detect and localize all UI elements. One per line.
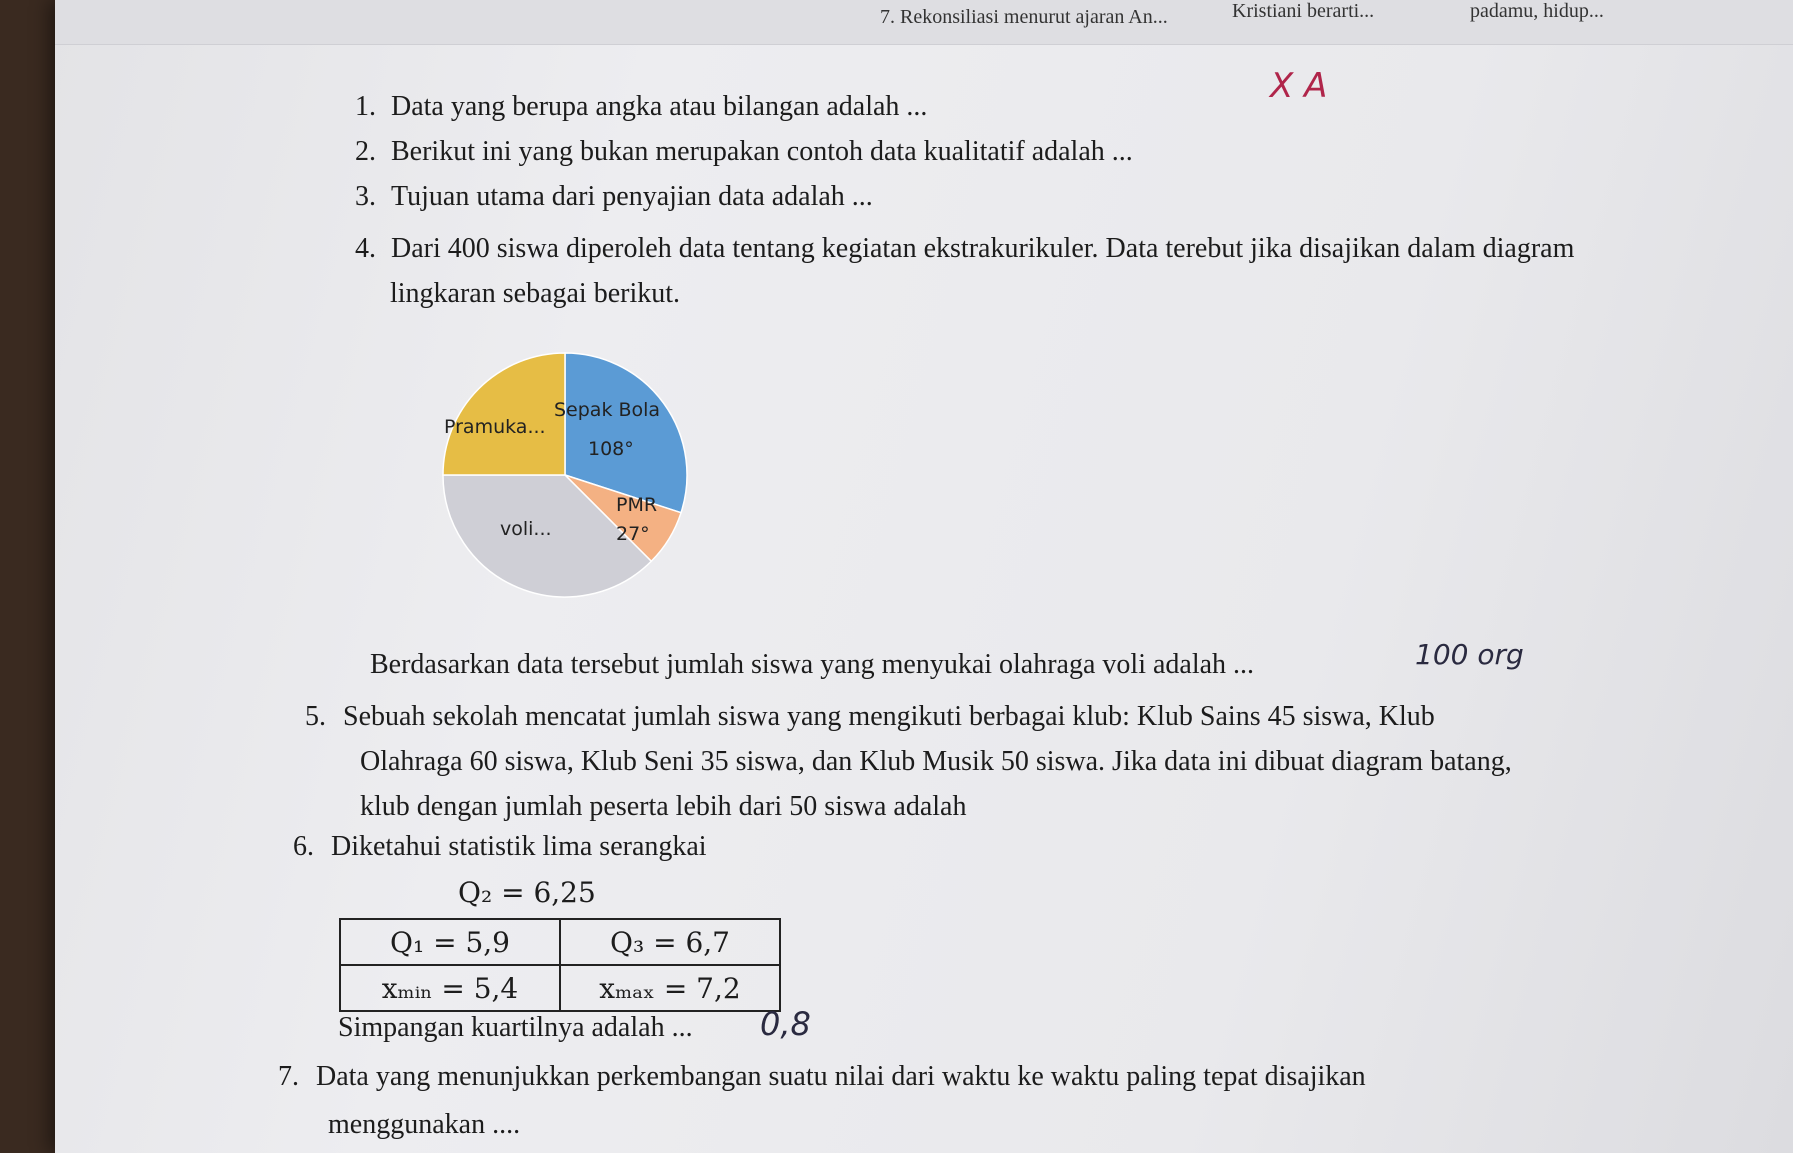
question-text: Data yang berupa angka atau bilangan adalah ...: [391, 91, 928, 122]
header-line-right: padamu, hidup...: [1470, 0, 1604, 22]
question-6: [293, 830, 707, 864]
question-5: [305, 700, 1435, 734]
worksheet-paper: [55, 0, 1793, 1153]
question-5-line-2: Olahraga 60 siswa, Klub Seni 35 siswa, dan Klub Musik 50 siswa. Jika data ini dibuat diagram batang,: [360, 746, 1512, 777]
question-7: [278, 1060, 1366, 1094]
pie-value-sepak-bola: 108°: [588, 438, 634, 460]
cell-q1: Q₁ = 5,9: [340, 919, 560, 965]
question-text-line-1: Dari 400 siswa diperoleh data tentang kegiatan ekstrakurikuler. Data terebut jika disajikan dalam diagram: [391, 233, 1575, 264]
answer-q4-handwriting: 100 org: [1415, 638, 1524, 671]
question-number: 7.: [278, 1061, 299, 1092]
question-number: 6.: [293, 831, 314, 862]
pie-label-pmr: PMR: [616, 494, 658, 516]
cell-xmin: xₘᵢₙ = 5,4: [340, 965, 560, 1011]
answer-q6-handwriting: 0,8: [760, 1005, 811, 1043]
pie-chart: [420, 330, 710, 620]
question-4-followup: Berdasarkan data tersebut jumlah siswa yang menyukai olahraga voli adalah ...: [370, 649, 1255, 680]
question-4: [355, 232, 1574, 266]
class-mark-handwriting: X A: [1270, 66, 1328, 106]
table-row: [340, 965, 780, 1011]
question-number: 5.: [305, 701, 326, 732]
question-text-line-1: Data yang menunjukkan perkembangan suatu nilai dari waktu ke waktu paling tepat disajikan: [316, 1061, 1366, 1092]
cell-q3: Q₃ = 6,7: [560, 919, 780, 965]
question-1: [355, 90, 927, 124]
pie-label-voli: voli...: [500, 518, 552, 540]
question-text: Diketahui statistik lima serangkai: [331, 831, 707, 862]
header-line-top: Kristiani berarti...: [1232, 0, 1375, 22]
question-text-line-1: Sebuah sekolah mencatat jumlah siswa yang mengikuti berbagai klub: Klub Sains 45 siswa, Klub: [343, 701, 1435, 732]
question-4-line-2: lingkaran sebagai berikut.: [390, 278, 681, 309]
question-number: 1.: [355, 91, 376, 122]
question-number: 3.: [355, 181, 376, 212]
pie-slice-pramuka: [443, 353, 565, 475]
question-text: Tujuan utama dari penyajian data adalah ...: [391, 181, 873, 212]
question-text: Berikut ini yang bukan merupakan contoh data kualitatif adalah ...: [391, 136, 1133, 167]
question-2: [355, 135, 1133, 169]
pie-label-pramuka: Pramuka...: [444, 416, 546, 438]
cell-xmax: xₘₐₓ = 7,2: [560, 965, 780, 1011]
five-number-summary-table: [339, 918, 781, 1012]
question-number: 4.: [355, 233, 376, 264]
question-5-line-3: klub dengan jumlah peserta lebih dari 50 siswa adalah: [360, 791, 967, 822]
median-q2: Q₂ = 6,25: [458, 876, 596, 909]
question-3: [355, 180, 873, 214]
question-number: 2.: [355, 136, 376, 167]
question-6-followup: Simpangan kuartilnya adalah ...: [338, 1012, 693, 1043]
pie-value-pmr: 27°: [616, 523, 650, 545]
pie-label-sepak-bola: Sepak Bola: [554, 399, 661, 421]
header-line-q7: 7. Rekonsiliasi menurut ajaran An...: [880, 6, 1168, 28]
question-7-line-2: menggunakan ....: [328, 1109, 521, 1140]
table-row: [340, 919, 780, 965]
